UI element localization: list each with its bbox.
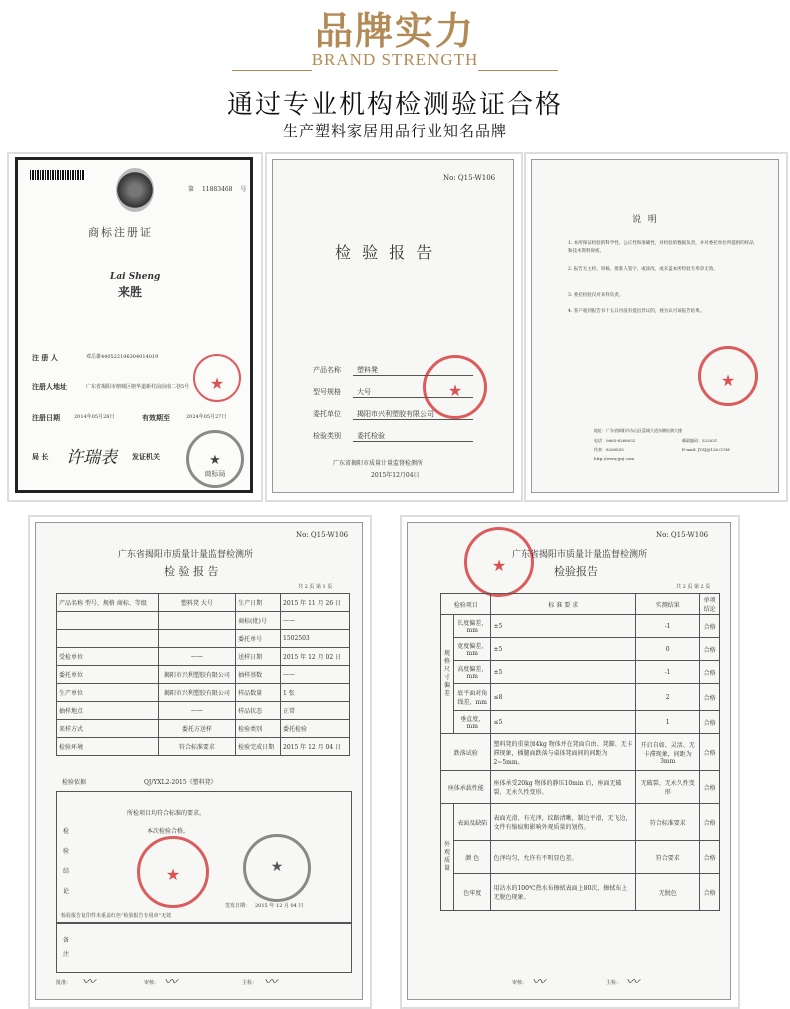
conclusion-box <box>56 791 352 923</box>
tester-label: 主检： <box>606 980 622 986</box>
page1-title: 检 验 报 告 <box>164 565 219 578</box>
item-cell: 颜 色 <box>454 841 491 874</box>
row-key: 检验环境 <box>57 738 159 756</box>
sign-date: 2015 年 12 月 04 日 <box>255 903 304 909</box>
table-row <box>441 804 720 841</box>
row-value: 揭阳市兴利塑胶有限公司 <box>158 666 236 684</box>
red-seal-stamp: ★ <box>464 527 534 597</box>
page1-report-number: No: Q15-W106 <box>296 531 349 539</box>
barcode <box>30 170 85 180</box>
requirement-cell: ±5 <box>491 638 636 661</box>
conclusion-line: 所检项目均符合标准的要求。 <box>127 810 206 817</box>
result-cell: 2 <box>636 684 700 711</box>
notice-website: http://www.jyzj.com <box>594 456 635 461</box>
report-notice-frame[interactable] <box>524 152 788 502</box>
row-key: 来样方式 <box>57 720 159 738</box>
row-key: 样品状态 <box>236 702 281 720</box>
tester-signature: 〰 <box>626 975 640 990</box>
copy-note: 检验报告复印件未重盖红色“检验报告专用章”无效 <box>61 913 172 919</box>
item-cell: 色牢度 <box>454 874 491 911</box>
requirement-cell: 座体承受20kg 物体的静压10min 后，座面无破裂、无永久性变形。 <box>491 771 636 804</box>
row-key: 委托单位 <box>57 666 159 684</box>
notice-postcode: 邮政编码：522031 <box>682 438 718 443</box>
item-cell: 座体承载性能 <box>441 771 491 804</box>
report-page2-frame[interactable] <box>400 515 740 1009</box>
row-value: —— <box>158 702 236 720</box>
cert-number: 11883468 <box>201 186 233 193</box>
subheadline: 生产塑料家居用品行业知名品牌 <box>282 122 507 140</box>
notice-item: 3. 委托检验仅对来样负责。 <box>568 293 624 298</box>
approve-label: 批准： <box>56 980 72 986</box>
row-key: 委托单号 <box>236 630 281 648</box>
row-value <box>158 612 236 630</box>
table-row <box>441 638 720 661</box>
row-key: 产品名称 型号、规格 商标、等级 <box>57 594 159 612</box>
remarks-label: 备 注 <box>63 937 70 958</box>
director-label: 局 长 <box>32 452 49 461</box>
row-value: 揭阳市兴利塑胶有限公司 <box>158 684 236 702</box>
trademark-office-seal: ★ 商标局 <box>186 430 244 488</box>
report-cover-frame[interactable] <box>265 152 523 502</box>
notice-title: 说 明 <box>632 215 659 225</box>
requirement-cell: ≤8 <box>491 684 636 711</box>
notice-item: 4. 客户收到报告书十五日内没有提出异议的，视为认可该报告结果。 <box>568 309 705 314</box>
remarks-box <box>56 923 352 973</box>
director-signature: 许瑞表 <box>66 448 117 468</box>
notice-fax: 传真：8260835 <box>594 447 624 452</box>
item-cell: 表面及缺陷 <box>454 804 491 841</box>
field-value: 大号 <box>357 388 371 396</box>
cert-title: 商标注册证 <box>88 226 153 239</box>
row-value: —— <box>281 666 350 684</box>
header-cell: 标 准 要 求 <box>491 594 636 615</box>
table-row <box>441 771 720 804</box>
tester-signature: 〰 <box>264 975 278 990</box>
result-cell: 0 <box>636 638 700 661</box>
row-value: 委托方送样 <box>158 720 236 738</box>
row-value: 塑料凳 大号 <box>158 594 236 612</box>
brand-strength-subtitle: BRAND STRENGTH <box>311 50 479 69</box>
group-cell: 外观质量 <box>441 804 454 911</box>
page1-page-indicator: 共 2 页 第 1 页 <box>298 584 333 590</box>
field-label: 产品名称 <box>313 366 341 374</box>
table-row <box>441 841 720 874</box>
requirement-cell: 用沾水的100℃热水布擦拭表面上80次，擦拭布上无脱色现象。 <box>491 874 636 911</box>
row-value: 2015 年 11 月 26 日 <box>281 594 350 612</box>
notice-item: 1. 本所保证检验的科学性、公正性和准确性，对检验的数据负责，并对委托单位所提供的样品和技术资料保密。 <box>568 241 754 254</box>
red-seal-stamp: ★ <box>193 354 241 402</box>
row-key: 检验类别 <box>236 720 281 738</box>
headline: 通过专业机构检测验证合格 <box>226 90 563 120</box>
conclusion-cell: 合格 <box>700 661 720 684</box>
table-row <box>441 734 720 771</box>
row-key: 生产单位 <box>57 684 159 702</box>
row-key <box>57 630 159 648</box>
brand-strength-title: 品牌实力 <box>314 9 475 53</box>
valid-value: 2024年05月27日 <box>186 414 227 420</box>
result-cell: 符合要求 <box>636 841 700 874</box>
report-page1-frame[interactable] <box>28 515 372 1009</box>
issuer-stamp-text: 商标局 <box>204 470 226 478</box>
table-row <box>57 684 350 702</box>
cover-report-number: No: Q15-W106 <box>443 174 496 182</box>
header-cell: 单项 结论 <box>700 594 720 615</box>
item-cell: 跌落试验 <box>441 734 491 771</box>
cert-number-label: 第 <box>188 186 195 193</box>
row-key: 受检单位 <box>57 648 159 666</box>
red-seal-stamp: ★ <box>698 346 758 406</box>
reg-date-value: 2014年05月28日 <box>74 414 115 420</box>
page2-org: 广东省揭阳市质量计量监督检测所 <box>512 550 648 560</box>
brand-logo-cn: 来胜 <box>118 285 143 299</box>
requirement-cell: ±5 <box>491 661 636 684</box>
conclusion-cell: 合格 <box>700 771 720 804</box>
title-divider-right <box>478 70 558 71</box>
conclusion-cell: 合格 <box>700 711 720 734</box>
page2-report-number: No: Q15-W106 <box>656 531 709 539</box>
row-key: 抽样地点 <box>57 702 159 720</box>
table-row <box>57 702 350 720</box>
requirement-cell: 色泽均匀，允许有不明显色差。 <box>491 841 636 874</box>
field-label: 委托单位 <box>313 410 341 418</box>
page2-page-indicator: 共 2 页 第 2 页 <box>676 584 711 590</box>
address-value: 广东省揭阳市榕城区榕华道新村前前南二巷5号 <box>86 384 190 390</box>
row-value: 2015 年 12 月 04 日 <box>281 738 350 756</box>
report-page1 <box>36 523 362 999</box>
approver-signature: 〰 <box>82 975 96 990</box>
review-label: 审核： <box>144 980 160 986</box>
registrant-label: 注 册 人 <box>32 353 58 362</box>
row-value: 正常 <box>281 702 350 720</box>
table-row <box>57 666 350 684</box>
table-row <box>57 630 350 648</box>
conclusion-cell: 合格 <box>700 804 720 841</box>
row-key: 商标(批)号 <box>236 612 281 630</box>
table-row <box>57 594 350 612</box>
valid-label: 有效期至 <box>142 413 170 422</box>
field-value: 揭阳市兴利塑胶有限公司 <box>357 410 434 418</box>
cert-number-suffix: 号 <box>240 186 247 193</box>
report-notice <box>532 160 778 492</box>
page2-results-table <box>440 593 720 911</box>
basis-value: QJ/YXL2-2015《塑料凳》 <box>144 779 217 786</box>
row-value: 2015 年 12 月 02 日 <box>281 648 350 666</box>
cover-date: 2015年12月04日 <box>371 472 420 479</box>
field-label: 检验类别 <box>313 432 341 440</box>
table-row <box>57 612 350 630</box>
review-label: 审核： <box>512 980 528 986</box>
table-row <box>441 874 720 911</box>
reg-date-label: 注册日期 <box>32 413 60 422</box>
requirement-cell: 塑料凳的重量加4kg 物体并在凳面自由、凳脚、无卡滞现象，插腿面跌落与桌体凳面间的间距为2~5mm。 <box>491 734 636 771</box>
item-cell: 宽度偏差，mm <box>454 638 491 661</box>
trademark-certificate-frame[interactable] <box>7 152 263 502</box>
conclusion-cell: 合格 <box>700 638 720 661</box>
field-value: 委托检验 <box>357 432 385 440</box>
notice-email: E-mail: JYZJ@126.COM <box>682 447 730 452</box>
national-emblem-icon <box>116 168 154 212</box>
cover-issuer: 广东省揭阳市质量计量监督检测所 <box>333 460 424 467</box>
result-cell: 开启自如、灵活、无卡滞现象，间距为3mm <box>636 734 700 771</box>
field-label: 型号规格 <box>313 388 341 396</box>
conclusion-line: 本次检验合格。 <box>147 828 190 835</box>
title-divider-left <box>232 70 312 71</box>
row-value: 委托检验 <box>281 720 350 738</box>
report-page2 <box>408 523 730 999</box>
header-cell: 检验项目 <box>441 594 491 615</box>
table-row <box>57 720 350 738</box>
row-key: 生产日期 <box>236 594 281 612</box>
row-value: 符合标准要求 <box>158 738 236 756</box>
registrant-value: 邓岳雄440522196304014019 <box>86 354 159 360</box>
page1-info-table <box>56 593 350 756</box>
reviewer-signature: 〰 <box>532 975 546 990</box>
reviewer-signature: 〰 <box>164 975 178 990</box>
item-cell: 高度偏差，mm <box>454 661 491 684</box>
header-cell: 实测结果 <box>636 594 700 615</box>
red-seal-stamp: ★ <box>423 355 487 419</box>
cover-title: 检 验 报 告 <box>335 243 436 262</box>
result-cell: 无脱色 <box>636 874 700 911</box>
conclusion-cell: 合格 <box>700 874 720 911</box>
row-key: 抽样基数 <box>236 666 281 684</box>
row-value: —— <box>158 648 236 666</box>
sign-date-label: 签发日期： <box>225 903 251 909</box>
conclusion-cell: 合格 <box>700 734 720 771</box>
conclusion-label: 检 验 结 论 <box>63 828 70 895</box>
requirement-cell: ≤5 <box>491 711 636 734</box>
table-row <box>441 711 720 734</box>
conclusion-cell: 合格 <box>700 841 720 874</box>
result-cell: 1 <box>636 711 700 734</box>
result-cell: 符合标准要求 <box>636 804 700 841</box>
conclusion-cell: 合格 <box>700 615 720 638</box>
field-value: 塑料凳 <box>357 366 378 374</box>
result-cell: -1 <box>636 661 700 684</box>
report-cover <box>273 160 513 492</box>
notice-item: 2. 报告无主检、审核、批准人签字，或涂改，或未盖本所检验专用章无效。 <box>568 267 718 272</box>
trademark-certificate <box>18 160 250 490</box>
table-row <box>441 661 720 684</box>
requirement-cell: 表面光滑、有光泽，纹路清晰，制边平滑，无飞边，文件有缩痕和影响外观质量的划伤。 <box>491 804 636 841</box>
row-value: 1 张 <box>281 684 350 702</box>
requirement-cell: ±5 <box>491 615 636 638</box>
table-row <box>57 648 350 666</box>
table-row <box>441 684 720 711</box>
table-row <box>441 615 720 638</box>
item-cell: 底平面对角线差，mm <box>454 684 491 711</box>
item-cell: 垂直度，mm <box>454 711 491 734</box>
red-seal-stamp: ★ <box>137 836 209 908</box>
row-value: —— <box>281 612 350 630</box>
tester-label: 主检： <box>242 980 258 986</box>
brand-logo-en: Lai Sheng <box>110 272 161 282</box>
row-key: 送样日期 <box>236 648 281 666</box>
group-cell: 规格尺寸偏差 <box>441 615 454 734</box>
inspection-seal: ★ <box>243 834 311 902</box>
page1-org: 广东省揭阳市质量计量监督检测所 <box>118 550 254 560</box>
page2-title: 检验报告 <box>554 565 598 578</box>
notice-address: 地址：广东省揭阳市东山区蓝城大道东侧检测大楼 <box>594 428 682 433</box>
address-label: 注册人地址 <box>32 382 67 391</box>
conclusion-cell: 合格 <box>700 684 720 711</box>
row-value: 1502503 <box>281 630 350 648</box>
notice-phone: 电话：0663-8268032 <box>594 438 636 443</box>
result-cell: 无破裂、无永久性变形 <box>636 771 700 804</box>
row-key: 检验完成日期 <box>236 738 281 756</box>
row-value <box>158 630 236 648</box>
basis-label: 检验依据 <box>62 779 87 786</box>
issuer-label: 发证机关 <box>132 452 160 461</box>
row-key <box>57 612 159 630</box>
item-cell: 长度偏差，mm <box>454 615 491 638</box>
result-cell: -1 <box>636 615 700 638</box>
row-key: 样品数量 <box>236 684 281 702</box>
table-row <box>57 738 350 756</box>
